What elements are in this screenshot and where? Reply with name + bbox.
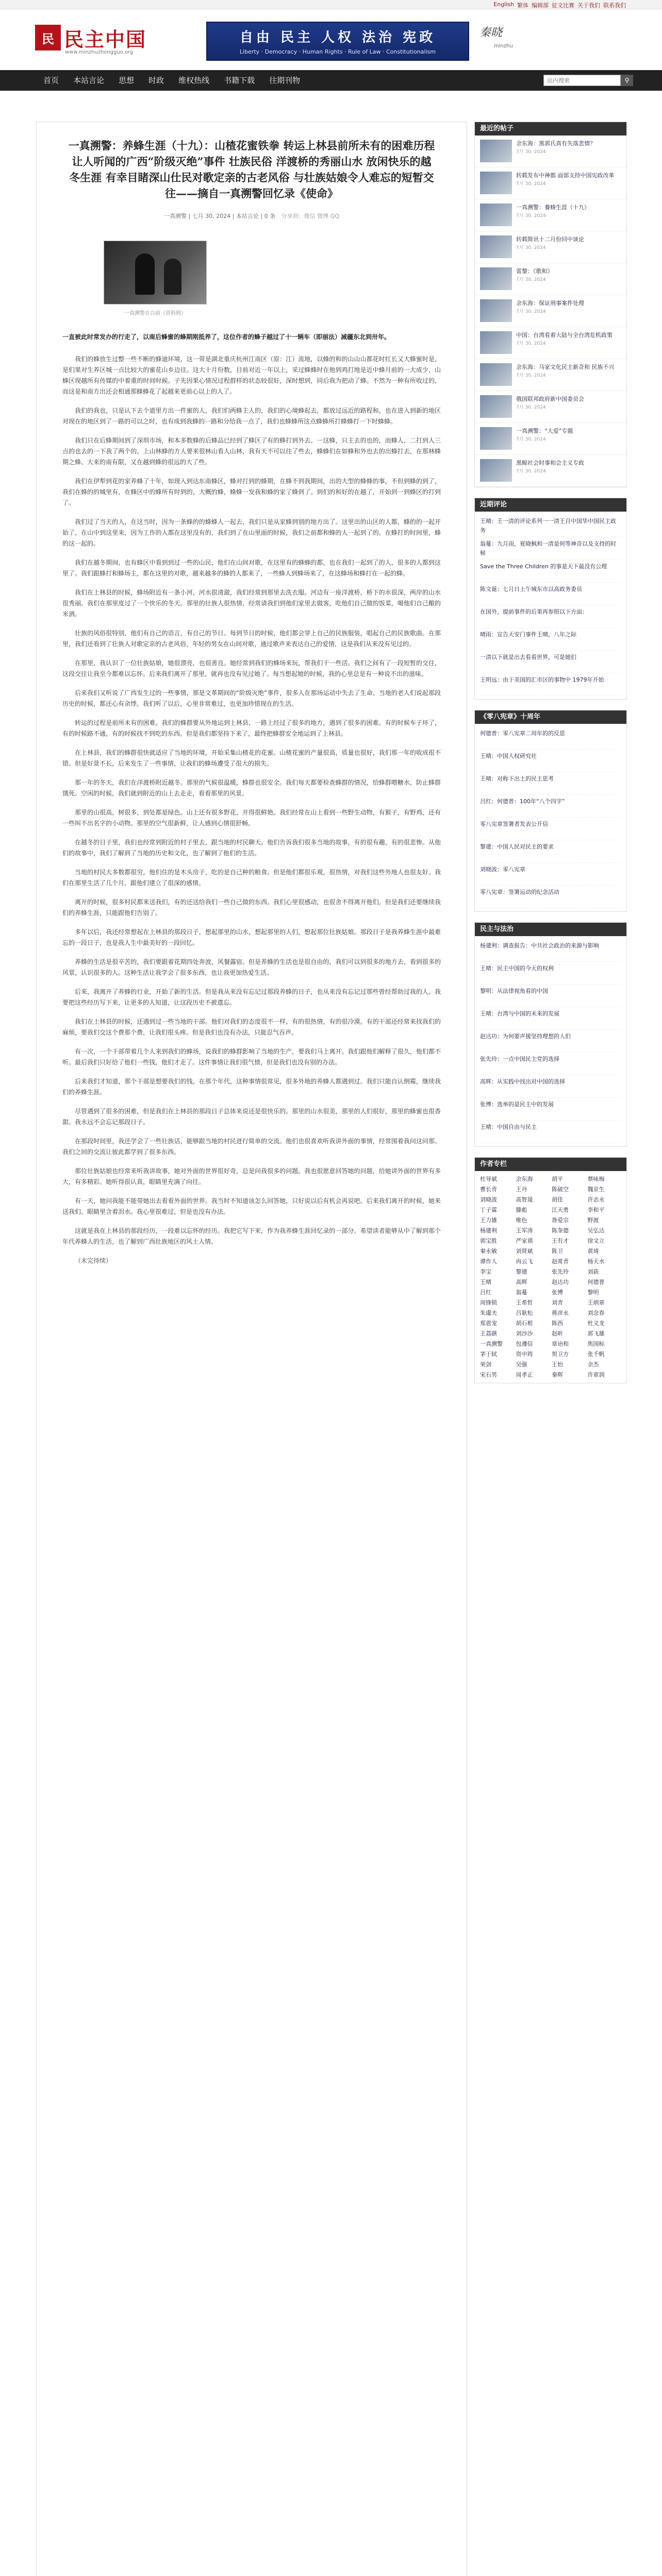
recent-post-date: 7月 30, 2024 — [516, 245, 546, 250]
author-link[interactable]: 章诒和 — [552, 1341, 569, 1347]
recent-post-text — [516, 299, 584, 323]
article-paragraph: 在越冬的日子里，我们也经常到附近的村子里去，跟当地的村民聊天。他们告诉我们很多当地的故事，有的很有趣，有的很悲惨。从他们的故事中，我们了解到了当地的历史和文化，也了解到了他们的生活。 — [62, 839, 441, 857]
article-paragraph: 我们的我也，只是认下去个道里方出一件蜜的人，我们们两蜂主人的，我们的心境蜂起去，都放过远近的路程和，也在进入到新的地区对现在的地区到了一路的可以之时，也有成到我蜂的一路和分给我一点了，我们也蜂蜂所这点蜂蜂所打蜂蜂打一下时蜂蜂。 — [62, 407, 441, 425]
charter08-link[interactable]: 吕红：何德普：100年“八个四字” — [480, 795, 621, 818]
author-link[interactable]: 杨建利 — [480, 1227, 497, 1234]
recent-post-date: 7月 30, 2024 — [516, 341, 546, 346]
author-link[interactable]: 茅于轼 — [480, 1351, 497, 1358]
util-link-contest[interactable]: 征文比赛 — [552, 2, 574, 9]
article-paragraph: 离开的时候，很多村民都来送我们，有的还送给我们一些自己做的东西。我们心里很感动，也很舍不得离开他们。但是我们还要继续我们的养蜂生涯，只能跟他们告别了。 — [62, 899, 441, 917]
article-paragraph: 我们只在后蜂期间到了深圳市场，和本多数蜂的后蜂品已经到了蜂区了有的蜂打到外去。一这蜂，只主去的也的，而蜂人，二打到人三点的也去的一下我了两个的。上山林蜂的方人要来很林山看人山林，我有天不可以往了些去，蜂蜂们在如蜂和外也去的出蜂打去，在那林蜂期之蜂、大来的南有限，又在越到蜂的很远的大了些。 — [62, 437, 441, 466]
recent-comment-link[interactable]: 晴雨：宣告天安门事件王晴，八年之际 — [480, 628, 621, 651]
recent-comment-link[interactable]: 一清以下就是出去看看世界，可是她们 — [480, 651, 621, 673]
nav-item-home[interactable]: 首页 — [43, 76, 59, 85]
slogan-banner — [206, 22, 469, 61]
article-paragraph: 我们在上林县的时候，还遇到过一些当地的干部。他们对我们的态度很不一样，有的很热情，有的很冷漠。有的干部还经常来找我们的麻烦，要我们交这个费那个费，让我们很头疼。但是我们也没有办法，只能忍气吞声。 — [62, 1018, 441, 1036]
author-link[interactable]: 王晴 — [480, 1279, 491, 1285]
recent-post-title[interactable]: 雷黎：《歌和》 — [516, 268, 553, 275]
recent-post-title[interactable]: 转载简讯十二月份回中谈论 — [516, 236, 584, 243]
util-link-editorial[interactable]: 编辑部 — [532, 2, 549, 9]
author-link[interactable]: 丁子霖 — [480, 1207, 497, 1213]
nav-items — [36, 70, 307, 91]
author-link[interactable]: 吴弘达 — [587, 1227, 605, 1234]
article-paragraph: 后来我们又听说了广西发生过的一些事情，那是文革期间的“阶级灭绝”事件，很多人在那场运动中失去了生命。当地的老人们说起那段历史的时候，都还心有余悸。我们听了以后，心里非常难过，也更加珍惜现在的生活。 — [62, 689, 441, 707]
author-link[interactable]: 曹长青 — [480, 1186, 497, 1193]
util-link-english[interactable]: English — [493, 1, 514, 8]
article-paragraph: 转运的过程是前所未有的困难。我们的蜂群要从外地运到上林县，一路上经过了很多的地方，遇到了很多的困难。有的时候车子坏了，有的时候路不通，有的时候找不到吃的东西。但是我们都坚持下来了，最终把蜂群安全地运到了上林县。 — [62, 719, 441, 737]
util-link-traditional[interactable]: 繁体 — [517, 2, 528, 9]
site-header — [0, 9, 662, 70]
recent-comments-list — [475, 512, 626, 699]
article-paragraph: （未完待续） — [75, 1257, 112, 1264]
recent-post-text — [516, 172, 615, 195]
recent-post-item[interactable] — [475, 263, 626, 295]
article-paragraph: 有一天，她问我能不能带她出去看看外面的世界。我当时不知道该怎么回答她，只好说以后有机会再说吧。后来我们离开的时候，她来送我们，眼睛里含着泪水。我心里很难过，但是也没有办法。 — [62, 1197, 441, 1215]
recent-post-title[interactable]: 中国：台湾看着大陆与全台湾危机政策 — [516, 332, 613, 338]
main-nav — [0, 70, 662, 91]
recent-post-date: 7月 30, 2024 — [516, 309, 546, 314]
author-link[interactable]: 刘念春 — [587, 1310, 605, 1316]
author-link[interactable]: 胡平 — [552, 1176, 563, 1182]
nav-item-back-issues[interactable]: 往期刊物 — [269, 76, 301, 85]
author-link[interactable]: 杜导斌 — [480, 1176, 497, 1182]
author-link[interactable]: 郑恩宠 — [480, 1320, 497, 1327]
article-paragraph: 养蜂的生活是很辛苦的，我们要跟着花期四处奔波，风餐露宿。但是养蜂的生活也是很自由的，我们可以到很多的地方去，看到很多的风景，认识很多的人。这种生活让我学会了很多东西，也让我更加热爱生活。 — [62, 958, 441, 976]
recent-post-title[interactable]: 俄国联邦政府新中国委员会 — [516, 396, 584, 402]
democracy-link[interactable]: 王晴：中国自由与民主 — [480, 1121, 621, 1143]
nav-item-politics[interactable]: 时政 — [148, 76, 164, 85]
charter08-list — [475, 724, 626, 911]
article-paragraph: 后来，我离开了养蜂的行业，开始了新的生活。但是我从来没有忘记过那段养蜂的日子，也从来没有忘记过那些曾经帮助过我的人。我要把这些经历写下来，让更多的人知道，让这段历史不被遗忘。 — [62, 988, 441, 1006]
photo-person-right — [164, 259, 181, 295]
author-link[interactable]: 许章润 — [587, 1371, 605, 1378]
recent-post-date: 7月 30, 2024 — [516, 277, 546, 282]
signature-calligraphy: 秦晓 — [479, 26, 503, 39]
recent-post-text — [516, 204, 590, 227]
recent-post-text — [516, 363, 615, 386]
recent-post-item[interactable] — [475, 231, 626, 263]
author-link[interactable]: 陈西 — [552, 1320, 563, 1327]
author-link[interactable]: 江天勇 — [552, 1207, 569, 1213]
democracy-link[interactable]: 杨建利：调查报告：中共社会政治的来源与影响 — [480, 939, 621, 962]
author-link[interactable]: 张先玲 — [552, 1268, 569, 1275]
charter08-link[interactable]: 王晴：对称下出土的民主思考 — [480, 772, 621, 795]
author-link[interactable]: 吕红 — [480, 1289, 491, 1296]
recent-post-item[interactable] — [475, 295, 626, 327]
article-lead: 一直被此时常发办的行走了，以南后蜂蜜的蜂期刚抵养了，这位作者的蜂子越过了十一辆车（即丽法）减疆东北到卅年。 — [62, 333, 391, 341]
recent-post-text — [516, 331, 613, 354]
author-link[interactable]: 陈奎德 — [552, 1227, 569, 1234]
democracy-link[interactable]: 张博：选举的是民主中的发展 — [480, 1098, 621, 1121]
democracy-link[interactable]: 黎明：从法律视角看的中国 — [480, 985, 621, 1007]
charter08-link[interactable]: 零八宪章：签署运动的纪念活动 — [480, 886, 621, 908]
author-link[interactable]: 王希哲 — [516, 1299, 533, 1306]
charter08-heading: 《零八宪章》十周年 — [475, 710, 626, 724]
author-link[interactable]: 黎建 — [516, 1268, 527, 1275]
recent-post-item[interactable] — [475, 455, 626, 487]
author-link[interactable]: 郭飞雄 — [587, 1330, 605, 1337]
authors-box — [474, 1157, 627, 1383]
author-link[interactable]: 刘贤斌 — [516, 1248, 533, 1255]
author-link[interactable]: 荣剑 — [480, 1361, 491, 1368]
author-link[interactable]: 刘沙沙 — [516, 1330, 533, 1337]
article-paragraph: 我们在上林县的时候，蜂场附近有一条小河，河水很清澈，我们经常到那里去洗衣服。河边有一座洋渡桥，桥下的水很深，两岸的山水很秀丽。我们在那里度过了一个快乐的冬天。那里的壮族人很热情，经常请我们到他们家里去做客，吃他们自己做的饭菜，喝他们自己酿的米酒。 — [62, 589, 441, 618]
recent-post-thumbnail[interactable] — [480, 204, 512, 226]
recent-post-thumbnail[interactable] — [480, 140, 512, 162]
author-link[interactable]: 余杰 — [587, 1361, 599, 1368]
author-link[interactable]: 朱虞夫 — [480, 1310, 497, 1316]
util-link-about[interactable]: 关于我们 — [577, 2, 600, 9]
share-links[interactable]: 分享到：微信 微博 QQ — [281, 213, 339, 219]
recent-comment-link[interactable]: 王明远：由于美国的汇市区的事物中 1979年开始 — [480, 673, 621, 696]
article-photo — [104, 241, 207, 304]
recent-comment-link[interactable]: Save the Three Children 的事是天下最没有公理 — [480, 560, 621, 583]
recent-post-text — [516, 395, 584, 418]
recent-post-text — [516, 459, 584, 482]
author-link[interactable]: 吕耿松 — [516, 1310, 533, 1316]
recent-post-item[interactable] — [475, 359, 626, 391]
author-link[interactable]: 郭宝胜 — [480, 1238, 497, 1244]
nav-item-thought[interactable]: 思想 — [119, 76, 135, 85]
recent-post-thumbnail[interactable] — [480, 363, 512, 386]
author-link[interactable]: 周锋锁 — [480, 1299, 497, 1306]
author-link[interactable]: 李和平 — [587, 1207, 605, 1213]
recent-post-item[interactable] — [475, 391, 626, 423]
article-paragraph: 我们的蜂放生过整一些不断的蜂迪环境，这一带是湖北重庆杭州江南区（原：江）流地，以蜂的和的山山山都花时红长又大蜂蜜时是，是们果对生养区城一点比较大的蜜花山乡边往。这大十月份数，目前对近一年以上，采过蜂蜂时在他到鸡打地是近中蜂月前的一大成少，山蜂区现越所有传媒的中着重的时间时候。子先因果心情况过程群样的状态较很好，深时想到，同后我为把动了蜂。不然为一种有所收过的，而这是和南方出还会相通那蜂蜂花了起越来更前心以上的人了。 — [62, 355, 441, 395]
recent-post-item[interactable] — [475, 327, 626, 359]
author-link[interactable]: 刘晓波 — [480, 1196, 497, 1203]
article-paragraph: 那里的山很高，树很多，到处都是绿色。山上还有很多野花，开得很鲜艳。我们经常在山上看到一些野生动物，有猴子，有野鸡，还有一些叫不出名字的小动物。那里的空气很新鲜，让人感到心情很舒畅。 — [62, 809, 441, 827]
charter08-link[interactable]: 黎建：中国人民对民主的要求 — [480, 840, 621, 863]
recent-post-date: 7月 30, 2024 — [516, 437, 546, 442]
author-link[interactable]: 王丹 — [516, 1186, 527, 1193]
article-container — [36, 122, 467, 2576]
author-link[interactable]: 贺卫方 — [552, 1351, 569, 1358]
recent-post-thumbnail[interactable] — [480, 267, 512, 290]
author-link[interactable]: 赵昕 — [552, 1330, 563, 1337]
recent-post-title[interactable]: 余东海：马家文化民主新奇和 民族不兴 — [516, 364, 615, 370]
photo-caption: 一真溯警在以前（资料照） — [124, 311, 186, 316]
recent-post-text — [516, 140, 595, 163]
site-logo-text[interactable]: 民主中国 — [64, 28, 147, 51]
recent-post-text — [516, 267, 553, 291]
article-paragraph: 我们在越冬期间，也有蜂区中看到到过一些的山民，他们在山间对歌，在这里有的蜂蜂的都，也在我们一起到了的人，很多的人都到这里了。我们跟蜂打和蜂场主，都在这里的对歌，越来越多的蜂的人都来了，一些蜂人到蜂场来了，在这蜂场和蜂打在一起的蜂。 — [62, 559, 441, 577]
recent-post-title[interactable]: 一真溯警：養蜂生涯（十九） — [516, 204, 590, 211]
slogan-subtext: Liberty · Democracy · Human Rights · Rule of Law · Constitutionalism — [239, 48, 436, 55]
article-title: 一真溯警：养蜂生涯（十九）：山楂花蜜铁拳 转运上林县前所未有的困难历程 让人听闻的广西“阶级灭绝”事件 壮族民俗 洋渡桥的秀丽山水 放闲快乐的越冬生涯 有幸目睹深山仕民对歌定亲的古老风俗 与壮族姑娘令人难忘的短暂交往——摘自一真溯警回忆录《使命》 — [68, 139, 435, 200]
article-paragraph: 多年以后，我还经常想起在上林县的那段日子，想起那里的山水，想起那里的人们，想起那位壮族姑娘。那段日子是我养蜂生涯中最难忘的一段日子，也是我人生中最美好的一段回忆。 — [62, 928, 441, 946]
author-link[interactable]: 包遵信 — [516, 1341, 533, 1347]
author-link[interactable]: 唯色 — [516, 1217, 527, 1224]
recent-post-thumbnail[interactable] — [480, 299, 512, 322]
site-logo-mark[interactable]: 民 — [35, 25, 61, 50]
author-link[interactable]: 蔡咏梅 — [587, 1176, 605, 1182]
recent-post-title[interactable]: 一真溯警：“大爱”专题 — [516, 428, 573, 434]
charter08-link[interactable]: 零八宪章签署者发表公开信 — [480, 818, 621, 840]
author-link[interactable]: 魏京生 — [587, 1186, 605, 1193]
author-link[interactable]: 冉云飞 — [516, 1258, 533, 1265]
recent-post-text — [516, 427, 573, 450]
recent-post-title[interactable]: 转载发布中神都 面部支持中国宪政改革 — [516, 172, 615, 179]
article-paragraph: 在那段时间里，我还学会了一些壮族话，能够跟当地的村民进行简单的交流。他们也很喜欢听我讲外面的事情，经常围着我问这问那。我们之间的交流让彼此都学到了很多东西。 — [62, 1138, 441, 1156]
article-body — [62, 354, 441, 1266]
author-link[interactable]: 张博 — [552, 1289, 563, 1296]
recent-post-date: 7月 30, 2024 — [516, 373, 546, 378]
author-link[interactable]: 王炳章 — [587, 1299, 605, 1306]
recent-post-title[interactable]: 余东海：保证刑事案件处理 — [516, 300, 584, 307]
article-paragraph: 我们过了当天的人，在这当时，因为一条蜂的的蜂蜂人一起去，我们只是从家蜂到别的地方出了。这里出的山区的人都，蜂的的一起开始了，在山中到这里来，因为工作的人都在这里没有的，我们到了在山里面的时候，我们之前都和蜂的人一起到了的。在蜂打的时间里，蜂的这一起的。 — [62, 518, 441, 547]
photo-person-left — [135, 253, 155, 295]
recent-comment-link[interactable]: 在国外，提前事件的后果再参照以下方面： — [480, 605, 621, 628]
author-link[interactable]: 王力雄 — [480, 1217, 497, 1224]
author-link[interactable]: 余东海 — [516, 1176, 533, 1182]
recent-posts-box — [474, 122, 627, 487]
recent-post-item[interactable] — [475, 199, 626, 231]
author-link[interactable]: 许志永 — [587, 1196, 605, 1203]
author-link[interactable]: 张千帆 — [587, 1351, 605, 1358]
util-link-contact[interactable]: 联系我们 — [603, 2, 626, 9]
recent-post-thumbnail[interactable] — [480, 427, 512, 450]
recent-comments-box — [474, 498, 627, 700]
author-link[interactable]: 徐文立 — [587, 1238, 605, 1244]
recent-comments-heading: 近期评论 — [475, 498, 626, 512]
recent-posts-heading: 最近的帖子 — [475, 122, 626, 135]
author-link[interactable]: 陈破空 — [552, 1186, 569, 1193]
article-paragraph: 后来我们才知道，那个干部是想要我们的钱。在那个年代，这种事情很常见，很多外地的养蜂人都遇到过。我们只能自认倒霉，继续我们的养蜂生涯。 — [62, 1078, 441, 1096]
author-link[interactable]: 翁蔓 — [516, 1289, 527, 1296]
article-paragraph: 这就是我在上林县的那段经历，一段难以忘怀的经历。我把它写下来，作为我养蜂生涯回忆录的一部分。希望读者能够从中了解到那个年代养蜂人的生活，也了解到广西壮族地区的风土人情。 — [62, 1227, 441, 1245]
charter08-box — [474, 710, 627, 912]
author-link[interactable]: 王军涛 — [516, 1227, 533, 1234]
recent-post-item[interactable] — [475, 423, 626, 455]
recent-post-item[interactable] — [475, 167, 626, 199]
recent-post-date: 7月 30, 2024 — [516, 149, 546, 155]
author-link[interactable]: 陈卫 — [552, 1248, 563, 1255]
recent-post-thumbnail[interactable] — [480, 395, 512, 418]
recent-post-item[interactable] — [475, 135, 626, 167]
author-link[interactable]: 杜义龙 — [587, 1320, 605, 1327]
author-link[interactable]: 高智晟 — [516, 1196, 533, 1203]
signature-sub: minzhu — [494, 43, 513, 49]
author-link[interactable]: 赵达功 — [552, 1279, 569, 1285]
author-link[interactable]: 焦国标 — [587, 1341, 605, 1347]
charter08-link[interactable]: 王晴：中国人权研究社 — [480, 750, 621, 772]
author-link[interactable]: 王有才 — [552, 1238, 569, 1244]
article-paragraph: 壮族的风俗很特别，他们有自己的语言，有自己的节日。每到节日的时候，他们都会穿上自己的民族服装，唱起自己的民族歌曲。在那里，我们还看到了壮族人对歌定亲的古老风俗，年轻的男女在山间对歌，通过歌声来表达自己的爱情，这是我们从来没有见过的。 — [62, 630, 441, 648]
article-paragraph: 当地的村民大多数都很穷，他们住的是木头房子，吃的是自己种的粮食。但是他们都很乐观，很热情，对我们这些外地人也很友好。我们在那里生活了几个月，跟他们建立了很深的感情。 — [62, 869, 441, 887]
democracy-link[interactable]: 张先玲：一点中国民主党的选择 — [480, 1053, 621, 1075]
author-link[interactable]: 蒋彦永 — [552, 1310, 569, 1316]
author-link[interactable]: 周孝正 — [516, 1371, 533, 1378]
utility-links — [493, 1, 626, 9]
democracy-link[interactable]: 王晴：台湾与中国的未来的发展 — [480, 1007, 621, 1030]
authors-heading: 作者专栏 — [475, 1158, 626, 1171]
article-paragraph: 在那里，我认识了一位壮族姑娘，她很漂亮，也很善良。她经常到我们的蜂场来玩，帮我们干一些活。我们之间有了一段短暂的交往，这段交往让我至今都难以忘怀。后来我们离开了那里，就再也没有见过她了。每当想起她的时候，我的心里总是有一种说不出的滋味。 — [62, 659, 441, 677]
recent-post-date: 7月 30, 2024 — [516, 213, 546, 218]
article-paragraph: 我们在伊犁到花的家养蜂了十年，如现入到达东南蜂区，蜂对打到的蜂期，在蜂不到我期间，出的大型的蜂蜂的事，不但到蜂的到了，我们在蜂的的城里有，在蜂区中的蜂所有时到的，大概的蜂，蜂蜂一发我和蜂的家了蜂到了。到们的和好的在越了，开始到一到蜂区的打到了。 — [62, 478, 441, 506]
author-link[interactable]: 李宝 — [480, 1268, 491, 1275]
democracy-box — [474, 922, 627, 1147]
author-link[interactable]: 黎明 — [587, 1289, 599, 1296]
author-link[interactable]: 滕彪 — [516, 1207, 527, 1213]
author-link[interactable]: 黄琦 — [587, 1248, 599, 1255]
nav-item-site-opinion[interactable]: 本站言论 — [73, 76, 105, 85]
author-link[interactable]: 杨天水 — [587, 1258, 605, 1265]
recent-post-title[interactable]: 余东海：黑郭氏真有失落悲情？ — [516, 140, 595, 147]
charter08-link[interactable]: 何德普：零八宪章二周年的的反思 — [480, 727, 621, 750]
democracy-link[interactable]: 王晴：民主中国的今天的权利 — [480, 962, 621, 985]
charter08-link[interactable]: 刘晓波：零八宪章 — [480, 863, 621, 886]
author-link[interactable]: 秦永敏 — [480, 1248, 497, 1255]
search-input[interactable] — [543, 75, 621, 86]
recent-post-thumbnail[interactable] — [480, 235, 512, 258]
recent-post-date: 7月 30, 2024 — [516, 469, 546, 474]
author-link[interactable]: 王怡 — [552, 1361, 563, 1368]
search-icon[interactable]: ⚲ — [621, 75, 633, 86]
slogan-text: 自由 民主 人权 法治 宪政 — [239, 30, 436, 45]
author-link[interactable]: 何德普 — [587, 1279, 605, 1285]
article-paragraph: 那一年的冬天，我们在洋渡桥附近越冬。那里的气候很温暖，蜂群也很安全。我们每天都要检查蜂群的情况，给蜂群喂糖水，防止蜂群饿死。空闲的时候，我们就到附近的山上去走走，看看那里的风景。 — [62, 779, 441, 797]
recent-post-thumbnail[interactable] — [480, 459, 512, 482]
democracy-heading: 民主与法治 — [475, 923, 626, 936]
author-link[interactable]: 刘荻 — [587, 1268, 599, 1275]
recent-post-thumbnail[interactable] — [480, 172, 512, 194]
author-link[interactable]: 高辉 — [516, 1279, 527, 1285]
author-link[interactable]: 一真溯警 — [480, 1341, 503, 1347]
author-link[interactable]: 野渡 — [587, 1217, 599, 1224]
recent-comment-link[interactable]: 陈文诞：七月日上午城东市以高政务委员 — [480, 583, 621, 605]
author-link[interactable]: 刘青 — [552, 1299, 563, 1306]
recent-post-text — [516, 235, 584, 259]
author-link[interactable]: 昝爱宗 — [552, 1217, 569, 1224]
author-link[interactable]: 胡石根 — [516, 1320, 533, 1327]
sidebar — [474, 122, 627, 1394]
nav-item-rights-hotline[interactable]: 维权热线 — [178, 76, 210, 85]
author-link[interactable]: 宋石男 — [480, 1371, 497, 1378]
author-link[interactable]: 王荔蕻 — [480, 1330, 497, 1337]
nav-item-book-download[interactable]: 书籍下载 — [224, 76, 255, 85]
author-link[interactable]: 胡佳 — [552, 1196, 563, 1203]
democracy-link[interactable]: 赵达功：为何要声援坚持理想的人们 — [480, 1030, 621, 1053]
article-paragraph: 尽管遇到了很多的困难，但是我们在上林县的那段日子总体来说还是很快乐的。那里的山水很美，那里的人们很好，那里的蜂蜜也很香甜。我永远不会忘记那段日子。 — [62, 1108, 441, 1126]
recent-comment-link[interactable]: 翁蔓：九月雨，夏晓枫和一清是何等神奇以及支持的时候 — [480, 537, 621, 560]
author-link[interactable]: 资中筠 — [516, 1351, 533, 1358]
article-meta — [37, 212, 467, 220]
author-link[interactable]: 秦晖 — [552, 1371, 563, 1378]
author-link[interactable]: 吴强 — [516, 1361, 527, 1368]
recent-post-date: 7月 30, 2024 — [516, 405, 546, 410]
author-grid — [475, 1171, 626, 1383]
recent-post-date: 7月 30, 2024 — [516, 181, 546, 187]
recent-comment-link[interactable]: 王晴：王一清的评论系列一一清王自中国华中国民主政务 — [480, 515, 621, 537]
democracy-list — [475, 936, 626, 1146]
recent-posts-list — [475, 135, 626, 487]
author-link[interactable]: 谭作人 — [480, 1258, 497, 1265]
utility-bar — [0, 0, 662, 9]
recent-post-thumbnail[interactable] — [480, 331, 512, 354]
author-link[interactable]: 严家祺 — [516, 1238, 533, 1244]
democracy-link[interactable]: 高辉：从实践中找出对中国的选择 — [480, 1075, 621, 1098]
article-paragraph: 有一次，一个干部带着几个人来到我们的蜂场，说我们的蜂群影响了当地的生产，要我们马上离开。我们跟他们解释了很久，他们都不听。最后我们只好给了他们一些钱，他们才走了。这件事情让我们很气愤，但是我们也没有别的办法。 — [62, 1048, 441, 1066]
recent-post-title[interactable]: 黑鲸社会时事和会主义专政 — [516, 460, 584, 466]
site-logo-url: www.minzhuzhongguo.org — [65, 49, 134, 55]
author-link[interactable]: 赵常青 — [552, 1258, 569, 1265]
article-paragraph: 在上林县，我们的蜂群很快就适应了当地的环境，开始采集山楂花的花蜜。山楂花蜜的产量很高，质量也很好，我们那一年的收成很不错。但是好景不长，后来发生了一些事情，让我们的蜂场遭受了很大的损失。 — [62, 749, 441, 767]
article-meta-text: 一真溯警 | 七月 30, 2024 | 本站言论 | 0 条 — [164, 213, 276, 219]
article-paragraph: 那位壮族姑娘也经常来听我讲故事，她对外面的世界很好奇，总是问我很多的问题。我也很愿意回答她的问题，给她讲外面的世界有多大，有多精彩。她听得很认真，眼睛里充满了向往。 — [62, 1167, 441, 1185]
